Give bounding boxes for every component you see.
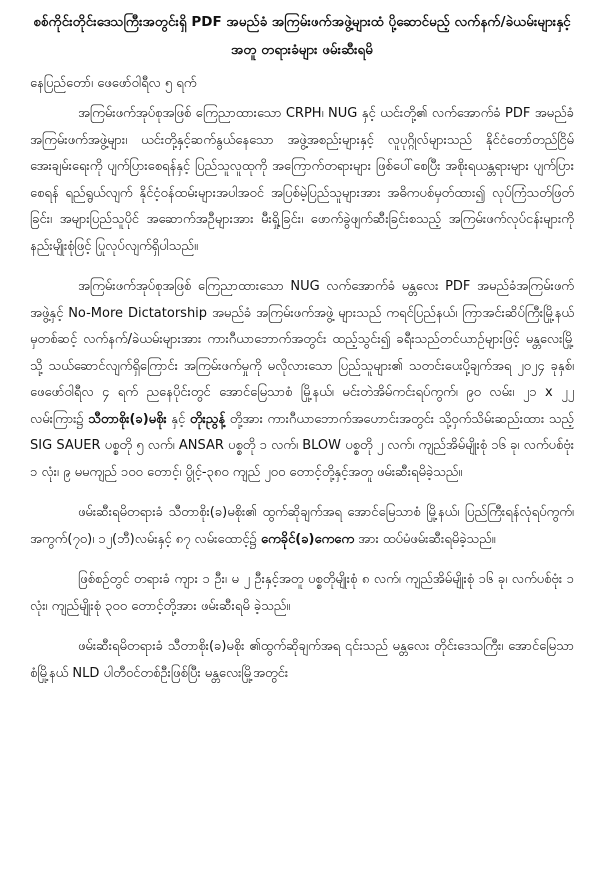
- paragraph-text: အကြမ်းဖက်အုပ်စုအဖြစ် ကြေညာထားသော CRPH၊ NUG နှင့် ယင်းတို့၏ လက်အောက်ခံ PDF အမည်ခံအကြမ်းဖက်အဖွဲ့များ၊ ယင်းတို့နှင့်ဆက်နွယ်နေသော အဖွဲ့အစည်းများနှင့် လူပုဂ္ဂိုလ်များသည် နိုင်ငံတော်တည်ငြိမ်အေးချမ်းရေးကို ပျက်ပြားစေရန်နှင့် ပြည်သူလူထုကို အကြောက်တရားများ ဖြစ်ပေါ်စေပြီး အစိုးရယန္တရားများ ပျက်ပြားစေရန် ရည်ရွယ်လျက် နိုင်ငံ့ဝန်ထမ်းများအပါအဝင် အပြစ်မဲ့ပြည်သူများအား အဓိကပစ်မှတ်ထား၍ လုပ်ကြံသတ်ဖြတ်ခြင်း၊ အများပြည်သူပိုင် အဆောက်အဦများအား မီးရှို့ခြင်း၊ ဖောက်ခွဲဖျက်ဆီးခြင်းစသည့် အကြမ်းဖက်လုပ်ငန်းများကို နည်းမျိုးစုံဖြင့် ပြုလုပ်လျက်ရှိပါသည်။: [30, 106, 574, 254]
- document-body: [30, 101, 574, 687]
- paragraph-text: ဖြစ်စဉ်တွင် တရားခံ ကျား ၁ ဦး၊ မ ၂ ဦးနှင့်အတူ ပစ္စတိုမျိုးစုံ ၈ လက်၊ ကျည်အိမ်မျိုးစုံ ၁၆ ခု၊ လက်ပစ်ဗုံး ၁ လုံး၊ ကျည်မျိုးစုံ ၃၀၀ တောင့်တို့အား ဖမ်းဆီးရမိ ခဲ့သည်။: [30, 572, 574, 614]
- paragraph-text: တို့အား ကားဂီယာဘောက်အဟောင်းအတွင်း သို့ဝှက်သိမ်းဆည်းထား သည့် SIG SAUER ပစ္စတို ၅ လက်၊ ANSAR ပစ္စတို ၁ လက်၊ BLOW ပစ္စတို ၂ လက်၊ ကျည်အိမ်မျိုးစုံ ၁၆ ခု၊ လက်ပစ်ဗုံး ၁ လုံး၊ ၉ မမကျည် ၁၀၀ တောင့်၊ ပွိုင့်-၃၈၀ ကျည် ၂၀၀ တောင့်တို့နှင့်အတူ ဖမ်းဆီးရမိခဲ့သည်။: [30, 411, 574, 480]
- bold-name-text: ကေခိုင်(ခ)ကေကေ: [260, 531, 355, 547]
- body-paragraph: [30, 101, 574, 260]
- body-paragraph: [30, 274, 574, 486]
- paragraph-text: နှင့်: [166, 411, 190, 427]
- bold-name-text: တိုးညွန့်: [189, 411, 226, 427]
- body-paragraph: [30, 567, 574, 620]
- body-paragraph: [30, 634, 574, 687]
- paragraph-text: အကြမ်းဖက်အုပ်စုအဖြစ် ကြေညာထားသော NUG လက်အောက်ခံ မန္တလေး PDF အမည်ခံအကြမ်းဖက်အဖွဲ့နှင့် No-More Dictatorship အမည်ခံ အကြမ်းဖက်အဖွဲ့ များသည် ကရင်ပြည်နယ်၊ ကြာအင်းဆိပ်ကြီးမြို့နယ်မှတစ်ဆင့် လက်နက်/ခဲယမ်းများအား ကားဂီယာဘောက်အတွင်း ထည့်သွင်း၍ ခရီးသည်တင်ယာဉ်များဖြင့် မန္တလေးမြို့သို့ သယ်ဆောင်လျက်ရှိကြောင်း အကြမ်းဖက်မှုကို မလိုလားသော ပြည်သူများ၏ သတင်းပေးပို့ချက်အရ ၂၀၂၄ ခုနှစ်၊ ဖေဖော်ဝါရီလ ၄ ရက် ညနေပိုင်းတွင် အောင်မြေသာစံ မြို့နယ်၊ မင်းတဲအိမ်ကင်းရပ်ကွက်၊ ၉၀ လမ်း၊ ၂၁ x ၂၂ လမ်းကြား၌: [30, 279, 574, 427]
- paragraph-text: အား ထပ်မံဖမ်းဆီးရမိခဲ့သည်။: [354, 531, 496, 547]
- bold-name-text: သီတာစိုး(ခ)မစိုး: [88, 411, 167, 427]
- body-paragraph: [30, 500, 574, 553]
- paragraph-text: ဖမ်းဆီးရမိတရားခံ သီတာစိုး(ခ)မစိုး ၏ထွက်ဆိုချက်အရ ၎င်းသည် မန္တလေး တိုင်းဒေသကြီး၊ အောင်မြေသာစံမြို့နယ် NLD ပါတီဝင်တစ်ဦးဖြစ်ပြီး မန္တလေးမြို့အတွင်း: [30, 639, 574, 681]
- paragraph-text: ဖမ်းဆီးရမိတရားခံ သီတာစိုး(ခ)မစိုး၏ ထွက်ဆိုချက်အရ အောင်မြေသာစံ မြို့နယ်၊ ပြည်ကြီးရန်လုံရပ်ကွက်၊ အကွက်(၇၀)၊ ၁၂(ဘီ)လမ်းနှင့် ၈၇ လမ်းထောင့်၌: [30, 505, 574, 547]
- document-title: စစ်ကိုင်းတိုင်းဒေသကြီးအတွင်းရှိ PDF အမည်ခံ အကြမ်းဖက်အဖွဲ့များထံ ပို့ဆောင်မည့် လက်နက်/ခဲယမ်းများနှင့်အတူ တရားခံများ ဖမ်းဆီးရမိ: [33, 14, 571, 58]
- dateline: နေပြည်တော်၊ ဖေဖော်ဝါရီလ ၅ ရက်: [30, 76, 197, 91]
